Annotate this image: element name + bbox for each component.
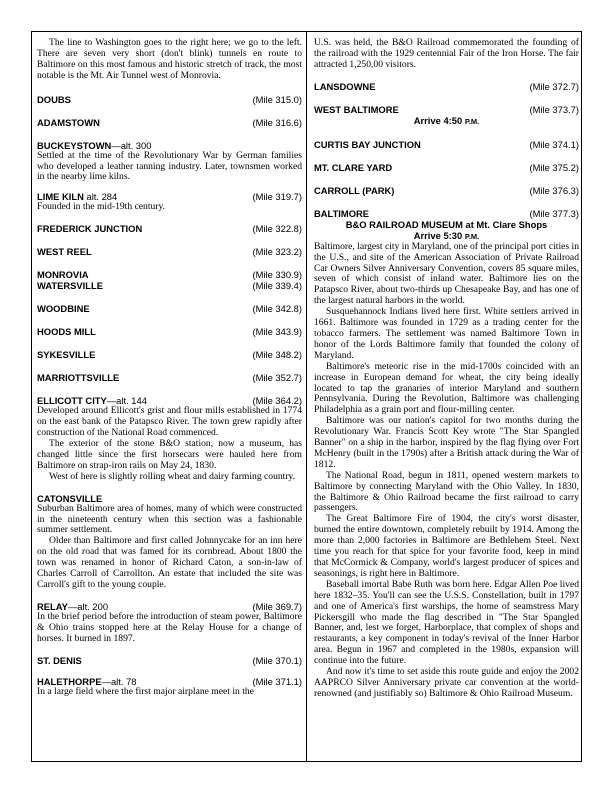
station-name: DOUBS <box>37 93 71 105</box>
station-mile: (Mile 319.7) <box>252 191 302 203</box>
column-divider <box>306 31 307 762</box>
station-st-denis <box>37 655 302 666</box>
left-column <box>37 38 302 697</box>
baltimore-paragraph: Susquehannock Indians lived here first. White settlers arrived in 1661. Baltimore was founded in 1729 as a trading center for the tobacco farmers. The settlement was named Baltimore Town in honor of the Lords Baltimore family that founded the colony of Maryland. <box>314 306 579 361</box>
station-mile: (Mile 315.0) <box>252 93 302 105</box>
station-buckeystown <box>37 140 302 151</box>
station-doubs <box>37 94 302 105</box>
station-mt-clare-yard <box>314 162 579 173</box>
station-name: LIME KILN <box>37 191 84 203</box>
station-description: In a large field where the first major airplane meet in the <box>37 685 254 697</box>
station-frederick-junction <box>37 223 302 234</box>
station-curtis-bay-junction <box>314 139 579 150</box>
station-mile: (Mile 370.1) <box>252 654 302 666</box>
station-mile: (Mile 343.9) <box>252 326 302 338</box>
station-monrovia <box>37 269 302 280</box>
baltimore-paragraph: Baltimore's meteoric rise in the mid-1700s coincided with an increase in European demand for wheat, the city being ideally located to tap the granaries of interior Maryland and southern Pennsylvania. During the Revolution, Baltimore was challenging Philadelphia as a grain port and flour-milling center. <box>314 360 579 416</box>
station-name: BUCKEYSTOWN <box>37 139 112 151</box>
station-name: WOODBINE <box>37 303 90 315</box>
station-altitude: —alt. 78 <box>101 675 137 687</box>
station-mile: (Mile 342.8) <box>252 303 302 315</box>
station-name: SYKESVILLE <box>37 349 96 361</box>
continued-paragraph: U.S. was held, the B&O Railroad commemorated the founding of the railroad with the 1929 centennial Fair of the Iron Horse. The fair attracted 1,250,00 visitors. <box>314 37 579 70</box>
station-mile: (Mile 348.2) <box>252 349 302 361</box>
station-mile: (Mile 339.4) <box>252 280 302 292</box>
station-name: BALTIMORE <box>314 207 370 219</box>
station-name: ST. DENIS <box>37 654 82 666</box>
station-mile: (Mile 364.2) <box>252 395 302 407</box>
station-sykesville <box>37 349 302 360</box>
station-description: Founded in the mid-19th century. <box>37 201 166 213</box>
station-name: CURTIS BAY JUNCTION <box>314 138 421 150</box>
station-marriottsville <box>37 372 302 383</box>
station-baltimore <box>314 208 579 219</box>
station-watersville <box>37 280 302 291</box>
station-mile: (Mile 377.3) <box>529 207 579 219</box>
station-altitude: —alt. 300 <box>111 139 152 151</box>
station-name: HALETHORPE <box>37 675 102 687</box>
station-name: CARROLL (PARK) <box>314 184 395 196</box>
station-mile: (Mile 374.1) <box>529 138 579 150</box>
station-mile: (Mile 375.2) <box>529 161 579 173</box>
baltimore-paragraph: The Great Baltimore Fire of 1904, the city's worst disaster, burned the entire downtown, completely rebuilt by 1914. Among the more than 2,000 factories in Baltimore are Bethlehem Steel. Next time you reach for that spice for your favorite food, keep in mind that McCormick & Company, world's largest producer of spices and seasonings, is right here in Baltimore. <box>314 513 579 579</box>
baltimore-paragraph: Baseball imortal Babe Ruth was born here. Edgar Allen Poe lived here 1832–35. You'll can see the U.S.S. Constellation, built in 1797 and one of America's first warships, the home of seamstress Mary Pickersgill who made the flag described in "The Star Spangled Banner, and, lest we forget, Harborplace, that complex of shops and restaurants, a key component in today's revival of the Inner Harbor area. Begun in 1967 and completed in the 1980s, expansion will continue into the future. <box>314 578 579 667</box>
station-adamstown <box>37 117 302 128</box>
station-catonsville <box>37 493 302 504</box>
station-name: WEST BALTIMORE <box>314 103 399 115</box>
station-description: Suburban Baltimore area of homes, many of which were constructed in the nineteenth century when this section was a fashionable summer settlement. <box>37 502 302 536</box>
station-name: FREDERICK JUNCTION <box>37 223 143 235</box>
station-name: MONROVIA <box>37 269 89 281</box>
baltimore-paragraph: And now it's time to set aside this route guide and enjoy the 2002 AAPRCO Silver Anniversary private car convention at the world-renowned (and justifiably so) Baltimore & Ohio Railroad Museum. <box>314 666 579 699</box>
station-description: West of here is slightly rolling wheat and dairy farming country. <box>49 470 296 482</box>
baltimore-paragraph: The National Road, begun in 1811, opened western markets to Baltimore by connecting Maryland with the Ohio Valley. In 1830, the Baltimore & Ohio Railroad became the first railroad to carry passengers. <box>314 469 579 514</box>
station-mile: (Mile 352.7) <box>252 372 302 384</box>
station-description: Developed around Ellicott's grist and flour mills established in 1774 on the east bank of the Patapsco River. The town grew rapidly after construction of the National Road commenced. <box>37 405 302 439</box>
station-name: ELLICOTT CITY <box>37 395 107 407</box>
station-mile: (Mile 372.7) <box>529 80 579 92</box>
station-description: The exterior of the stone B&O station, now a museum, has changed little since the first horsecars were hauled here from Baltimore on strap-iron rails on May 24, 1830. <box>37 437 302 471</box>
station-altitude: —alt. 200 <box>67 600 109 612</box>
station-altitude: alt. 284 <box>83 191 118 203</box>
station-name: WEST REEL <box>37 246 92 258</box>
station-description: Older than Baltimore and first called Johnnycake for an inn here on the old road that was famed for its cornbread. About 1800 the town was renamed in honor of Richard Caton, a son-in-law of Charles Carroll of Carrollton. An estate that included the site was Carroll's gift to the young couple. <box>37 535 302 590</box>
station-description: In the brief period before the introduction of steam power, Baltimore & Ohio trains stopped here at the Relay House for a change of horses. It burned in 1897. <box>37 610 302 644</box>
arrival-time: Arrive 5:30 P.M. <box>413 229 480 241</box>
station-mile: (Mile 316.6) <box>252 116 302 128</box>
station-altitude: —alt. 144 <box>106 395 147 407</box>
station-woodbine <box>37 303 302 314</box>
station-mile: (Mile 330.9) <box>252 269 302 281</box>
station-west-reel <box>37 246 302 257</box>
arrival-time: Arrive 4:50 P.M. <box>413 114 480 126</box>
station-name: LANSDOWNE <box>314 80 376 92</box>
intro-paragraph: The line to Washington goes to the right here; we go to the left. There are seven very short (don't blink) tunnels en route to Baltimore on this most famous and historic stretch of track, the most notable is the Mt. Air Tunnel west of Monrovia. <box>37 37 302 81</box>
station-name: MT. CLARE YARD <box>314 161 393 173</box>
station-carroll-park <box>314 185 579 196</box>
station-name: CATONSVILLE <box>37 492 103 504</box>
baltimore-paragraph: Baltimore, largest city in Maryland, one of the principal port cities in the U.S., and site of the American Association of Private Railroad Car Owners Silver Anniversary Convention, covers 85 square miles, seven of which consist of inland water. Baltimore lies on the Patapsco River, about two-thirds up Chesapeake Bay, and has one of the largest natural harbors in the world. <box>314 240 579 307</box>
station-name: MARRIOTTSVILLE <box>37 372 120 384</box>
museum-heading: B&O RAILROAD MUSEUM at Mt. Clare Shops <box>345 218 548 230</box>
station-name: ADAMSTOWN <box>37 116 100 128</box>
station-name: WATERSVILLE <box>37 280 103 292</box>
station-name: HOODS MILL <box>37 326 96 338</box>
station-mile: (Mile 373.7) <box>529 103 579 115</box>
right-column <box>314 38 579 700</box>
station-name: RELAY <box>37 600 68 612</box>
station-description: Settled at the time of the Revolutionary War by German families who developed a leather tanning industry. Later, townsmen worked in the nearby lime kilns. <box>37 149 302 183</box>
station-halethorpe <box>37 676 302 687</box>
station-mile: (Mile 376.3) <box>529 184 579 196</box>
station-mile: (Mile 322.8) <box>252 223 302 235</box>
station-hoods-mill <box>37 326 302 337</box>
station-west-baltimore <box>314 104 579 115</box>
station-mile: (Mile 323.2) <box>252 246 302 258</box>
station-mile: (Mile 369.7) <box>252 600 302 612</box>
station-mile: (Mile 371.1) <box>252 675 302 687</box>
baltimore-paragraph: Baltimore was our nation's capitol for two months during the Revolutionary War. Francis Scott Key wrote "The Star Spangled Banner" on a ship in the harbor, inspired by the flag flying over Fort McHenry (built in the 1790s) after a British attack during the War of 1812. <box>314 415 579 470</box>
station-lansdowne <box>314 81 579 92</box>
